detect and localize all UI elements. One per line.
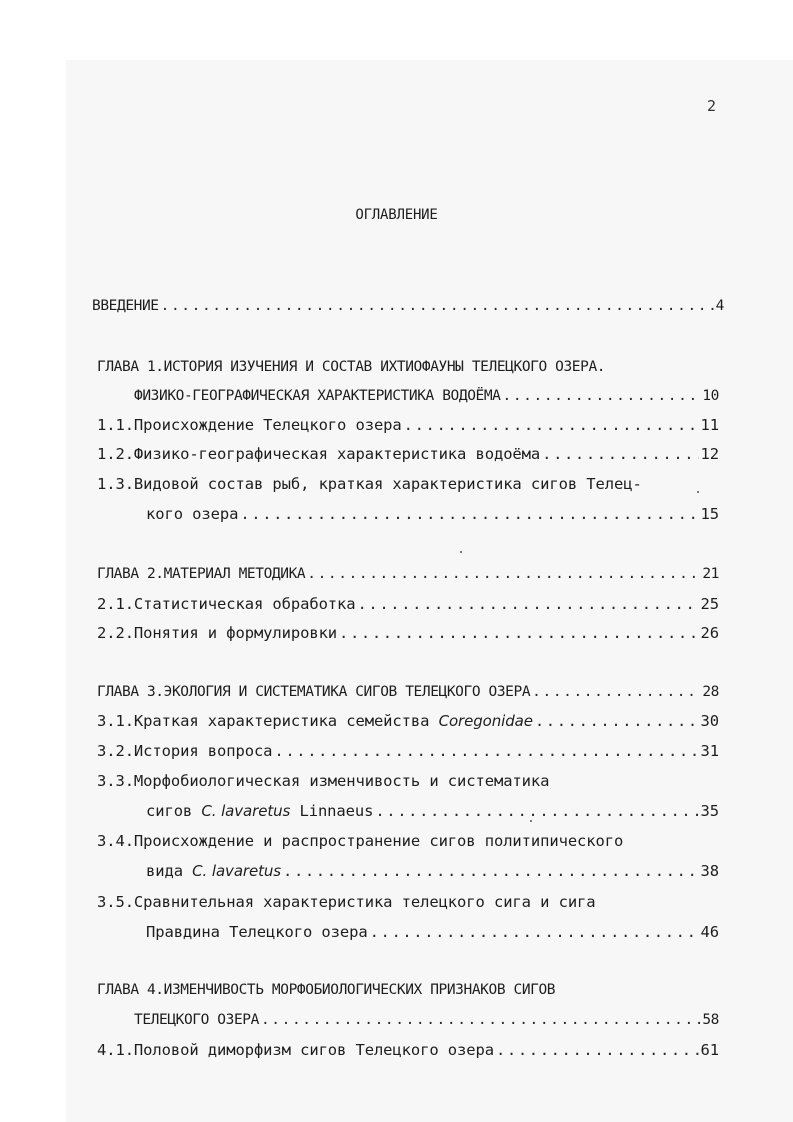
leader-dots bbox=[274, 742, 698, 760]
toc-entry-page: 61 bbox=[700, 1041, 719, 1059]
toc-entry-page: 58 bbox=[702, 1012, 719, 1028]
toc-section-3-3 bbox=[146, 802, 719, 820]
toc-entry-page: 15 bbox=[700, 505, 719, 523]
leader-dots bbox=[261, 1011, 700, 1029]
toc-section-2-2 bbox=[97, 624, 719, 642]
scan-speck bbox=[460, 551, 462, 553]
leader-dots bbox=[307, 565, 700, 583]
toc-entry-intro bbox=[92, 297, 724, 315]
toc-chapter-3 bbox=[97, 683, 719, 701]
toc-section-3-3-line1: 3.3.Морфобиологическая изменчивость и систематика bbox=[97, 772, 550, 790]
leader-dots bbox=[496, 1041, 699, 1059]
scan-speck bbox=[697, 491, 699, 493]
toc-entry-page: 12 bbox=[700, 445, 719, 463]
toc-entry-text: кого озера bbox=[146, 505, 239, 523]
toc-section-1-3-line1: 1.3.Видовой состав рыб, краткая характеристика сигов Телец- bbox=[97, 475, 642, 493]
toc-entry-page: 4 bbox=[715, 298, 724, 314]
toc-entry-text: ГЛАВА 2.МАТЕРИАЛ МЕТОДИКА bbox=[97, 566, 306, 582]
toc-section-3-4-line1: 3.4.Происхождение и распространение сигов политипического bbox=[97, 832, 624, 850]
toc-entry-page: 10 bbox=[702, 388, 719, 404]
toc-chapter-2 bbox=[97, 565, 719, 583]
toc-entry-text: Правдина Телецкого озера bbox=[146, 923, 368, 941]
toc-section-1-1 bbox=[97, 416, 719, 434]
taxon-name: Coregonidae bbox=[438, 712, 533, 730]
toc-entry-page: 38 bbox=[700, 862, 719, 880]
toc-entry-text: ФИЗИКО-ГЕОГРАФИЧЕСКАЯ ХАРАКТЕРИСТИКА ВОДОЁМА bbox=[134, 388, 501, 404]
taxon-name: C. lavaretus bbox=[201, 802, 291, 820]
leader-dots bbox=[283, 862, 699, 880]
toc-section-4-1 bbox=[97, 1041, 719, 1059]
toc-entry-page: 35 bbox=[700, 802, 719, 820]
leader-dots bbox=[542, 445, 698, 463]
toc-entry-text: вида C. lavaretus bbox=[146, 862, 282, 880]
toc-entry-page: 21 bbox=[702, 566, 719, 582]
toc-section-1-2 bbox=[97, 445, 719, 463]
toc-title: ОГЛАВЛЕНИЕ bbox=[355, 207, 438, 223]
toc-section-3-1 bbox=[97, 712, 719, 730]
toc-entry-text: 1.1.Происхождение Телецкого озера bbox=[97, 416, 402, 434]
leader-dots bbox=[532, 683, 700, 701]
toc-section-3-2 bbox=[97, 742, 719, 760]
toc-entry-text: 3.2.История вопроса bbox=[97, 742, 273, 760]
taxon-name: C. lavaretus bbox=[192, 862, 282, 880]
leader-dots bbox=[375, 802, 698, 820]
toc-section-3-4 bbox=[146, 862, 719, 880]
toc-chapter-1 bbox=[134, 387, 719, 405]
leader-dots bbox=[503, 387, 701, 405]
toc-entry-page: 25 bbox=[700, 595, 719, 613]
leader-dots bbox=[358, 595, 699, 613]
toc-chapter-1-line1: ГЛАВА 1.ИСТОРИЯ ИЗУЧЕНИЯ И СОСТАВ ИХТИОФАУНЫ ТЕЛЕЦКОГО ОЗЕРА. bbox=[97, 359, 606, 375]
leader-dots bbox=[339, 624, 699, 642]
toc-entry-text: ГЛАВА 3.ЭКОЛОГИЯ И СИСТЕМАТИКА СИГОВ ТЕЛЕЦКОГО ОЗЕРА bbox=[97, 684, 531, 700]
toc-entry-text: ТЕЛЕЦКОГО ОЗЕРА bbox=[134, 1012, 259, 1028]
toc-entry-text: сигов C. lavaretus Linnaeus bbox=[146, 802, 374, 820]
leader-dots bbox=[535, 712, 699, 730]
leader-dots bbox=[370, 923, 699, 941]
toc-entry-page: 11 bbox=[700, 416, 719, 434]
toc-entry-page: 31 bbox=[700, 742, 719, 760]
toc-section-3-5 bbox=[146, 923, 719, 941]
toc-entry-text: 1.2.Физико-географическая характеристика водоёма bbox=[97, 445, 541, 463]
toc-entry-page: 46 bbox=[700, 923, 719, 941]
page-number: 2 bbox=[707, 97, 717, 115]
toc-section-3-5-line1: 3.5.Сравнительная характеристика телецкого сига и сига bbox=[97, 893, 596, 911]
toc-section-2-1 bbox=[97, 595, 719, 613]
toc-entry-text: 4.1.Половой диморфизм сигов Телецкого озера bbox=[97, 1041, 494, 1059]
toc-entry-text: 3.1.Краткая характеристика семейства Coregonidae bbox=[97, 712, 533, 730]
toc-entry-page: 28 bbox=[702, 684, 719, 700]
toc-chapter-4 bbox=[134, 1011, 719, 1029]
toc-entry-text: 2.2.Понятия и формулировки bbox=[97, 624, 338, 642]
toc-section-1-3 bbox=[146, 505, 719, 523]
toc-entry-page: 26 bbox=[700, 624, 719, 642]
leader-dots bbox=[240, 505, 698, 523]
toc-entry-text: 2.1.Статистическая обработка bbox=[97, 595, 356, 613]
scan-speck bbox=[530, 820, 532, 822]
toc-entry-text: ВВЕДЕНИЕ bbox=[92, 298, 159, 314]
leader-dots bbox=[404, 416, 699, 434]
leader-dots bbox=[161, 297, 714, 315]
toc-entry-page: 30 bbox=[700, 712, 719, 730]
toc-chapter-4-line1: ГЛАВА 4.ИЗМЕНЧИВОСТЬ МОРФОБИОЛОГИЧЕСКИХ ПРИЗНАКОВ СИГОВ bbox=[97, 982, 556, 998]
